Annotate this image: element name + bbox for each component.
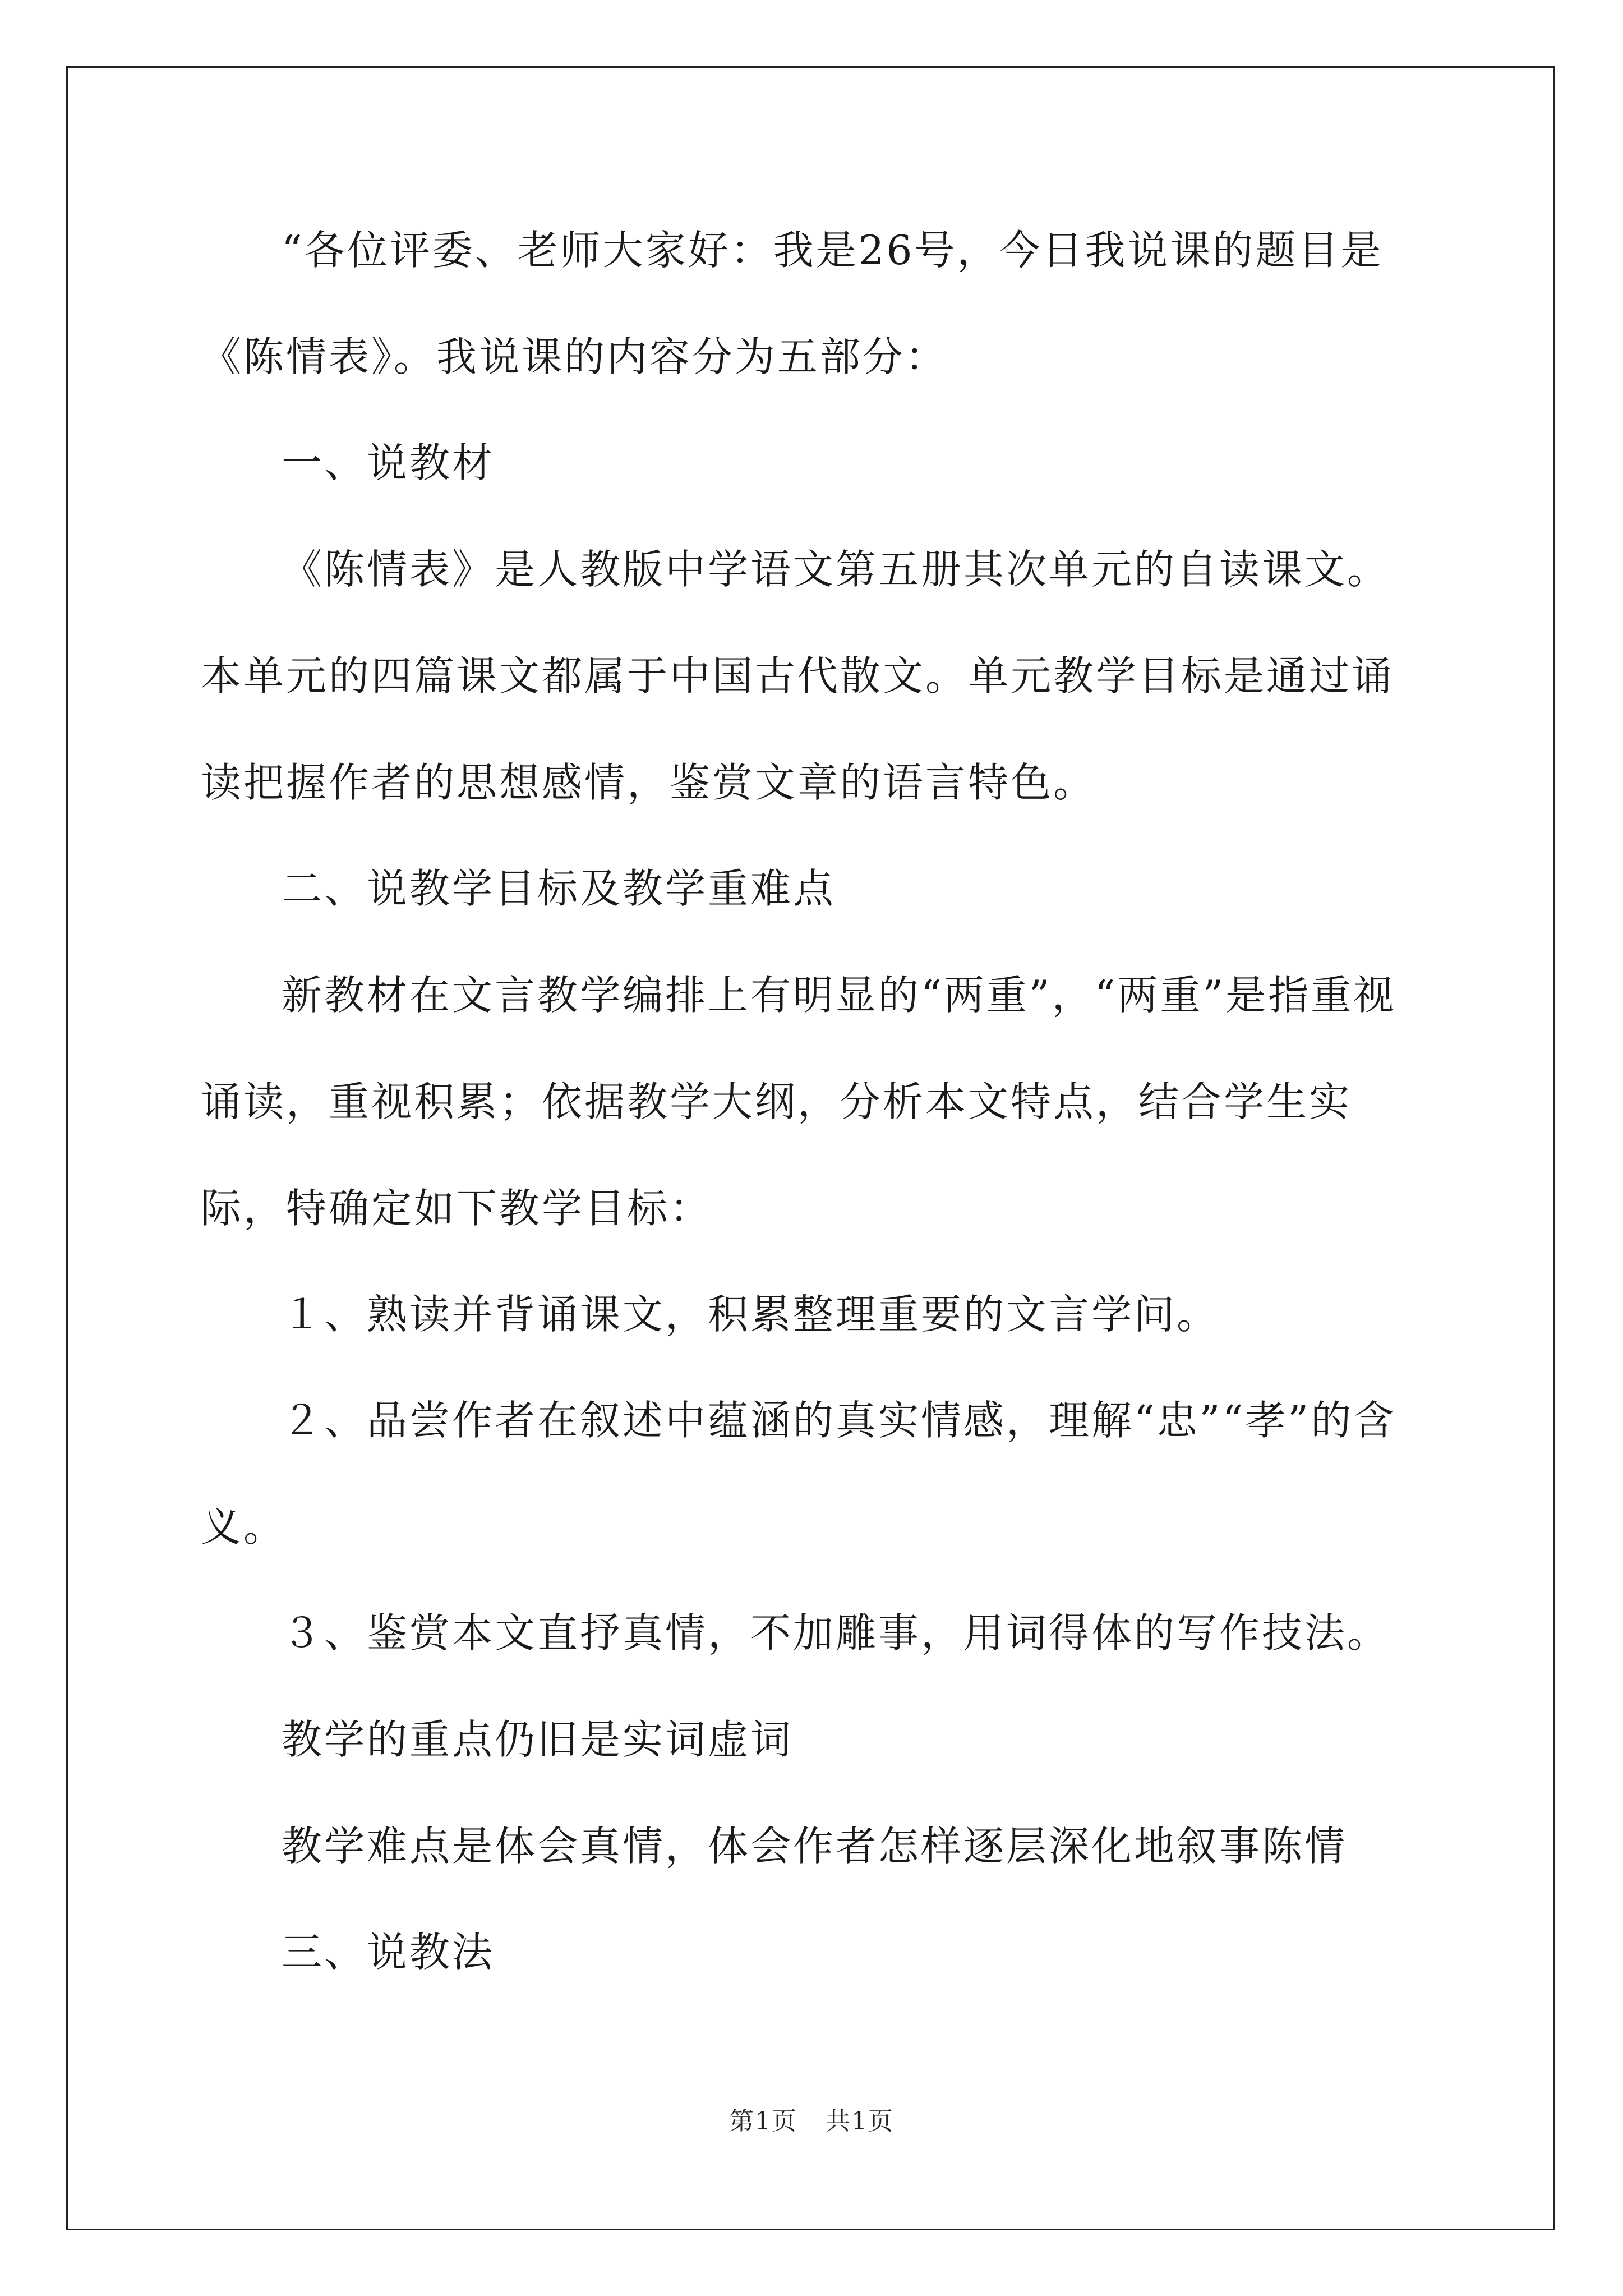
- paragraph-intro: “各位评委、老师大家好：我是26号，今日我说课的题目是《陈情表》。我说课的内容分为五部分：: [201, 227, 1384, 380]
- paragraph-key-points: 教学的重点仍旧是实词虚词: [282, 1716, 794, 1763]
- page-total: 共1页: [826, 2107, 894, 2136]
- list-item-objective-2: ２、品尝作者在叙述中蕴涵的真实情感，理解“忠”“孝”的含义。: [201, 1397, 1396, 1550]
- heading-section-2: 二、说教学目标及教学重难点: [282, 865, 836, 912]
- heading-section-1: 一、说教材: [282, 439, 495, 486]
- page-footer: [0, 2101, 1623, 2137]
- paragraph-objectives-intro: 新教材在文言教学编排上有明显的“两重”，“两重”是指重视诵读，重视积累；依据教学大纲，分析本文特点，结合学生实际，特确定如下教学目标：: [201, 972, 1396, 1232]
- paragraph-difficulties: 教学难点是体会真情，体会作者怎样逐层深化地叙事陈情: [282, 1823, 1348, 1870]
- paragraph-textbook: 《陈情表》是人教版中学语文第五册其次单元的自读课文。本单元的四篇课文都属于中国古代散文。单元教学目标是通过诵读把握作者的思想感情，鉴赏文章的语言特色。: [201, 546, 1395, 806]
- list-item-objective-1: １、熟读并背诵课文，积累整理重要的文言学问。: [282, 1291, 1220, 1338]
- page-number: 第1页: [729, 2107, 797, 2136]
- heading-section-3: 三、说教法: [282, 1929, 495, 1976]
- list-item-objective-3: ３、鉴赏本文直抒真情，不加雕事，用词得体的写作技法。: [282, 1609, 1390, 1657]
